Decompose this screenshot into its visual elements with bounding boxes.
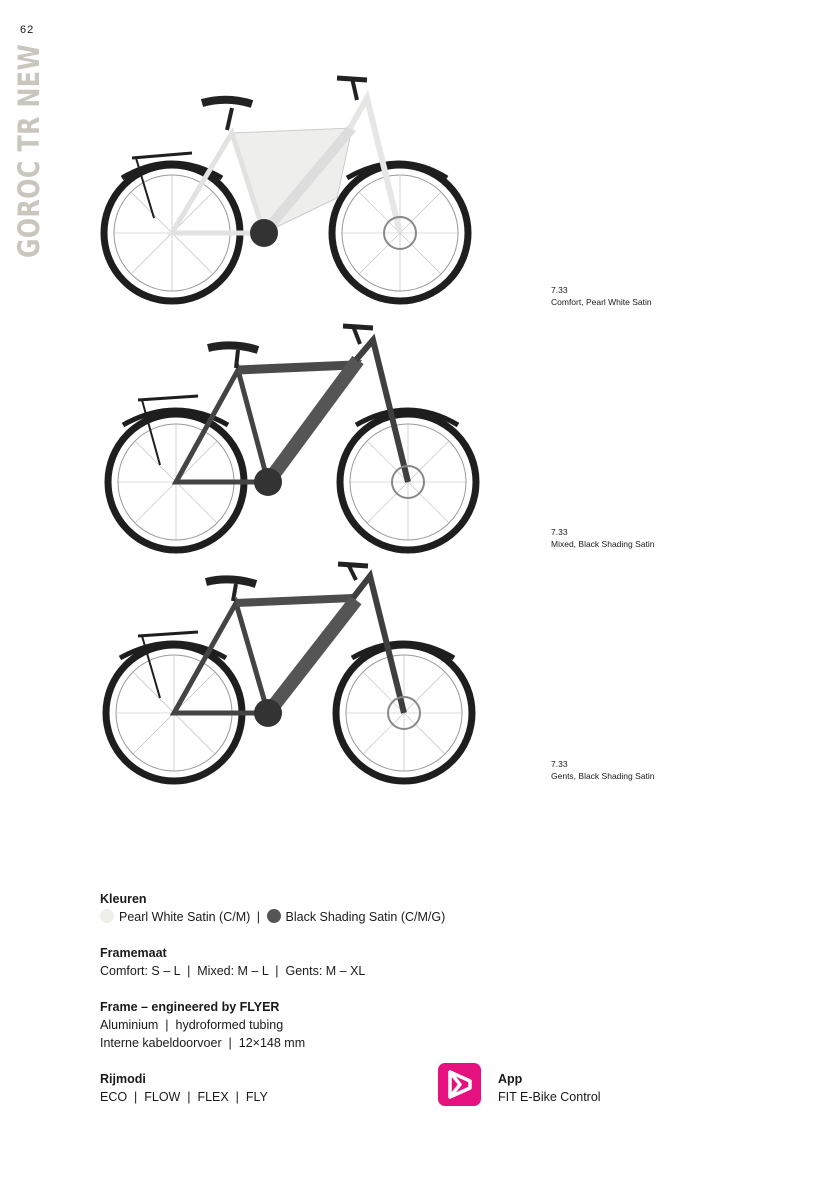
black-shading-swatch bbox=[267, 909, 281, 923]
bike-model: 7.33 bbox=[551, 527, 568, 537]
spec-modes-value: ECO | FLOW | FLEX | FLY bbox=[100, 1090, 268, 1104]
spec-frame-size bbox=[100, 944, 365, 980]
bike-image-mixed bbox=[98, 320, 488, 555]
color-option-pearl-white: Pearl White Satin (C/M) bbox=[119, 910, 251, 924]
bike-caption-comfort bbox=[551, 284, 652, 308]
bike-caption-gents bbox=[551, 758, 654, 782]
color-separator: | bbox=[256, 910, 261, 924]
bike-variant: Comfort, Pearl White Satin bbox=[551, 297, 652, 307]
bike-variant: Mixed, Black Shading Satin bbox=[551, 539, 655, 549]
app-value: FIT E-Bike Control bbox=[498, 1090, 601, 1104]
bike-image-comfort bbox=[92, 68, 482, 308]
pearl-white-swatch bbox=[100, 909, 114, 923]
spec-frame-line2: Interne kabeldoorvoer | 12×148 mm bbox=[100, 1036, 306, 1050]
bike-model: 7.33 bbox=[551, 285, 568, 295]
spec-frame-size-title: Framemaat bbox=[100, 946, 167, 960]
spec-colors bbox=[100, 890, 445, 926]
bike-image-gents bbox=[98, 558, 488, 788]
spec-frame-title: Frame – engineered by FLYER bbox=[100, 1000, 280, 1014]
bike-variant: Gents, Black Shading Satin bbox=[551, 771, 655, 781]
page-number: 62 bbox=[20, 24, 35, 36]
bike-model: 7.33 bbox=[551, 759, 568, 769]
spec-frame-size-value: Comfort: S – L | Mixed: M – L | Gents: M – XL bbox=[100, 964, 366, 978]
spec-modes bbox=[100, 1070, 268, 1106]
color-option-black-shading: Black Shading Satin (C/M/G) bbox=[285, 910, 446, 924]
spec-frame bbox=[100, 998, 305, 1052]
spec-frame-line1: Aluminium | hydroformed tubing bbox=[100, 1018, 284, 1032]
vertical-title: GOROC TR NEW bbox=[12, 43, 46, 258]
bike-caption-mixed bbox=[551, 526, 654, 550]
spec-colors-title: Kleuren bbox=[100, 892, 147, 906]
spec-modes-title: Rijmodi bbox=[100, 1072, 146, 1086]
app-title: App bbox=[498, 1072, 523, 1086]
fit-app-icon bbox=[438, 1063, 481, 1106]
